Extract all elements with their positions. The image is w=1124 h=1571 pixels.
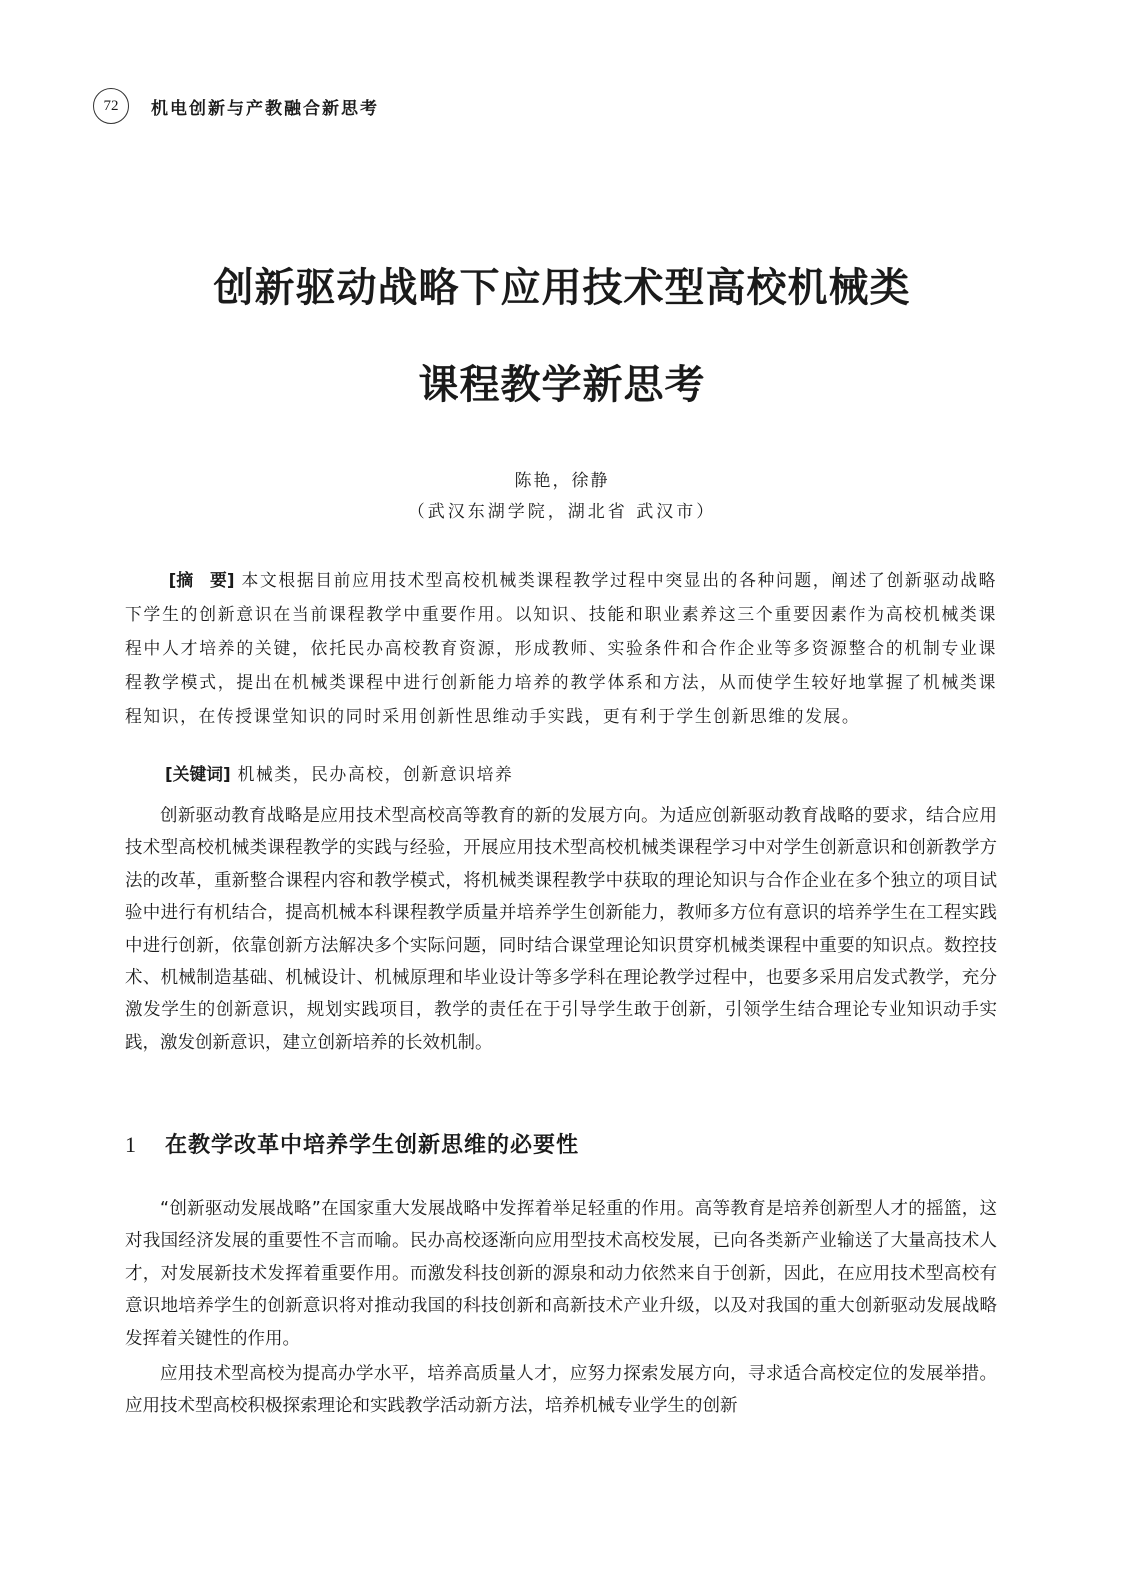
abstract-text: 本文根据目前应用技术型高校机械类课程教学过程中突显出的各种问题，阐述了创新驱动战略下学生的创新意识在当前课程教学中重要作用。以知识、技能和职业素养这三个重要因素作为高校机械类课程中人才培养的关键，依托民办高校教育资源，形成教师、实验条件和合作企业等多资源整合的机制专业课程教学模式，提出在机械类课程中进行创新能力培养的教学体系和方法，从而使学生较好地掌握了机械类课程知识，在传授课堂知识的同时采用创新性思维动手实践，更有利于学生创新思维的发展。	[125, 570, 997, 726]
keywords-label: [关键词]	[165, 764, 231, 784]
affiliation: （武汉东湖学院，湖北省 武汉市）	[407, 502, 717, 522]
article-title-line-2: 课程教学新思考	[418, 362, 706, 408]
authors: 陈艳，徐静	[514, 471, 610, 491]
keywords-text: 机械类，民办高校，创新意识培养	[237, 764, 514, 784]
page-number: 72	[93, 88, 129, 124]
section-title: 在教学改革中培养学生创新思维的必要性	[165, 1133, 580, 1158]
intro-paragraph: 创新驱动教育战略是应用技术型高校高等教育的新的发展方向。为适应创新驱动教育战略的要求，结合应用技术型高校机械类课程教学的实践与经验，开展应用技术型高校机械类课程学习中对学生创新意识和创新教学方法的改革，重新整合课程内容和教学模式，将机械类课程教学中获取的理论知识与合作企业在多个独立的项目试验中进行有机结合，提高机械本科课程教学质量并培养学生创新能力，教师多方位有意识的培养学生在工程实践中进行创新，依靠创新方法解决多个实际问题，同时结合课堂理论知识贯穿机械类课程中重要的知识点。数控技术、机械制造基础、机械设计、机械原理和毕业设计等多学科在理论教学过程中，也要多采用启发式教学，充分激发学生的创新意识，规划实践项目，教学的责任在于引导学生敢于创新，引领学生结合理论专业知识动手实践，激发创新意识，建立创新培养的长效机制。	[125, 806, 997, 1053]
abstract	[125, 563, 997, 733]
section-heading	[125, 1128, 579, 1159]
abstract-label: [摘 要]	[168, 570, 235, 590]
section-number: 1	[125, 1132, 136, 1157]
section-paragraph-2: 应用技术型高校为提高办学水平，培养高质量人才，应努力探索发展方向，寻求适合高校定位的发展举措。应用技术型高校积极探索理论和实践教学活动新方法，培养机械专业学生的创新	[125, 1364, 997, 1417]
keywords	[165, 760, 997, 788]
running-header	[93, 88, 379, 124]
section-paragraph-1: “创新驱动发展战略”在国家重大发展战略中发挥着举足轻重的作用。高等教育是培养创新型人才的摇篮，这对我国经济发展的重要性不言而喻。民办高校逐渐向应用型技术高校发展，已向各类新产业输送了大量高技术人才，对发展新技术发挥着重要作用。而激发科技创新的源泉和动力依然来自于创新，因此，在应用技术型高校有意识地培养学生的创新意识将对推动我国的科技创新和高新技术产业升级，以及对我国的重大创新驱动发展战略发挥着关键性的作用。	[125, 1199, 997, 1349]
article-title-line-1: 创新驱动战略下应用技术型高校机械类	[213, 265, 911, 311]
journal-title: 机电创新与产教融合新思考	[151, 98, 379, 119]
